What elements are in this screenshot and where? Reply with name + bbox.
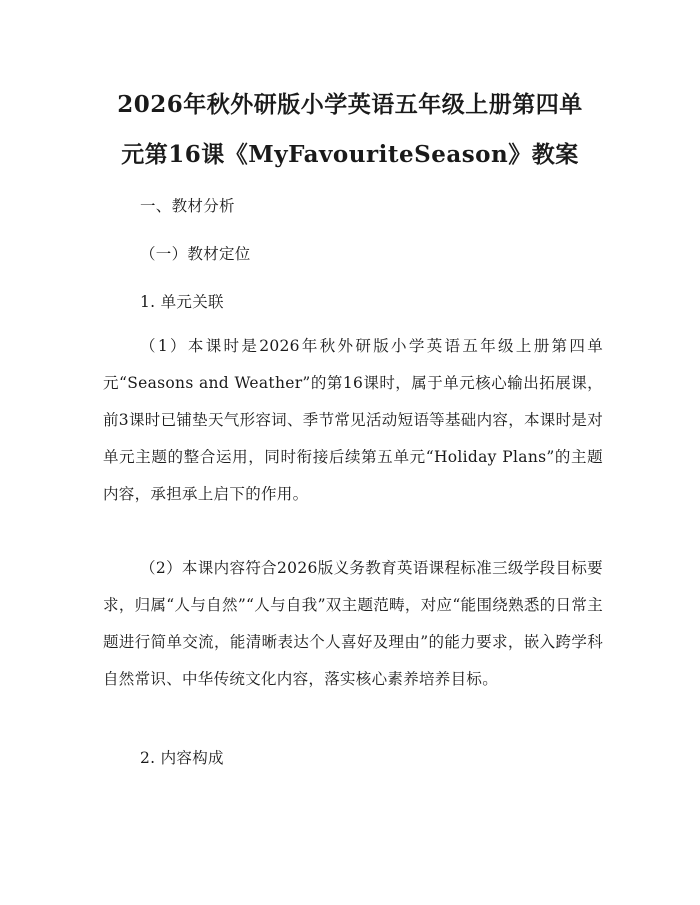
- document-title-line-1: 2026年秋外研版小学英语五年级上册第四单: [117, 91, 583, 118]
- subsection-heading-textbook-positioning: （一）教材定位: [140, 245, 251, 263]
- paragraph-2: （2）本课内容符合2026版义务教育英语课程标准三级学段目标要求，归属“人与自然”“人与自我”双主题范畴，对应“能围绕熟悉的日常主题进行简单交流，能清晰表达个人喜好及理由”的能力要求，嵌入跨学科自然常识、中华传统文化内容，落实核心素养培养目标。: [103, 559, 603, 688]
- item-heading-unit-connection: 1. 单元关联: [140, 293, 224, 311]
- document-title-line-2: 元第16课《MyFavouriteSeason》教案: [121, 141, 579, 168]
- section-heading-textbook-analysis: 一、教材分析: [140, 197, 235, 215]
- paragraph-1: （1）本课时是2026年秋外研版小学英语五年级上册第四单元“Seasons and Weather”的第16课时，属于单元核心输出拓展课，前3课时已铺垫天气形容词、季节常见活动短语等基础内容，本课时是对单元主题的整合运用，同时衔接后续第五单元“Holiday Plans”的主题内容，承担承上启下的作用。: [103, 337, 603, 503]
- item-heading-content-composition: 2. 内容构成: [140, 749, 224, 767]
